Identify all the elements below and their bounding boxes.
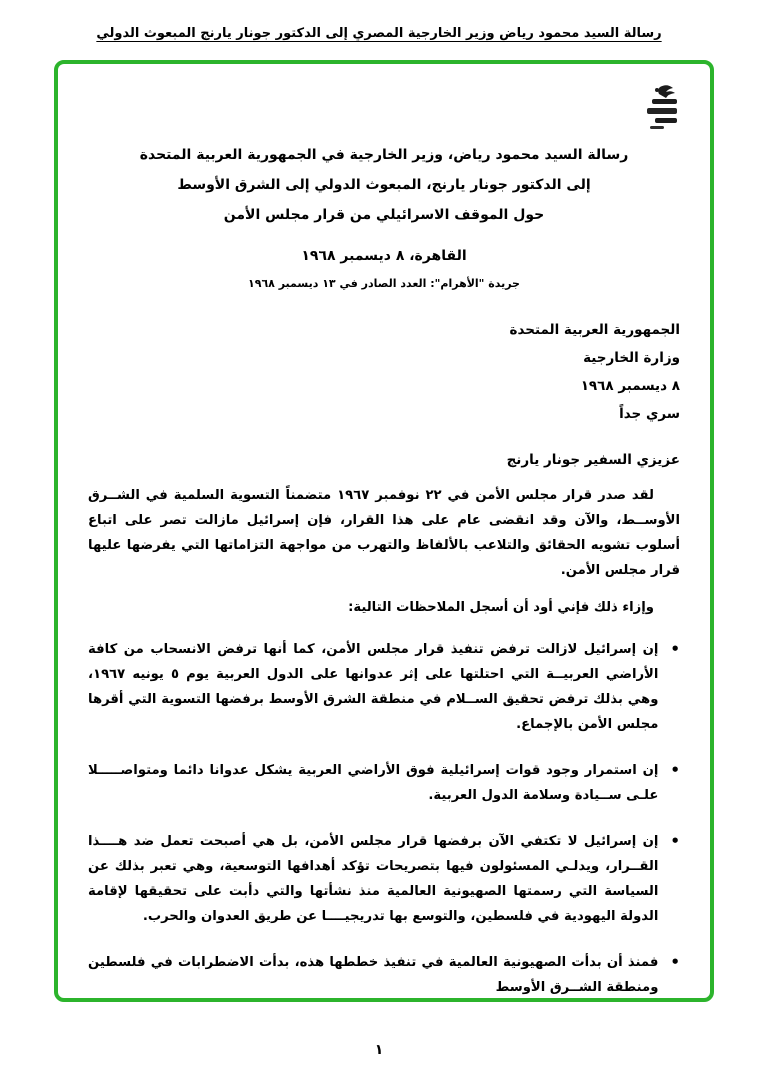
bullet-item	[88, 950, 680, 1000]
letterhead-block	[88, 316, 680, 428]
document-content	[58, 64, 710, 1000]
emblem-row	[88, 78, 680, 138]
bullet-marker-icon: •	[670, 761, 680, 779]
letterhead-line-country: الجمهورية العربية المتحدة	[509, 322, 680, 338]
bullet-item	[88, 829, 680, 929]
title-line-3: حول الموقف الاسرائيلي من قرار مجلس الأمن	[223, 207, 545, 223]
bullet-text: فمنذ أن بدأت الصهيونية العالمية في تنفيذ خططها هذه، بدأت الاضطرابات في فلسطين ومنطقة الشــرق الأوسط	[88, 955, 659, 995]
document-title	[88, 140, 680, 230]
source-line: جريدة "الأهرام": العدد الصادر في ١٣ ديسمبر ١٩٦٨	[248, 277, 520, 290]
title-line-2: إلى الدكتور جونار يارنج، المبعوث الدولي إلى الشرق الأوسط	[177, 177, 591, 193]
title-line-1: رسالة السيد محمود رياض، وزير الخارجية في الجمهورية العربية المتحدة	[139, 147, 629, 163]
salutation: عزيزي السفير جونار يارنج	[506, 452, 680, 468]
page-number: ١	[374, 1042, 384, 1058]
bullet-marker-icon: •	[670, 640, 680, 658]
letterhead-line-date: ٨ ديسمبر ١٩٦٨	[580, 378, 680, 394]
note-line: وإزاء ذلك فإني أود أن أسجل الملاحظات التالية:	[348, 600, 654, 615]
bullet-text: إن استمرار وجود قوات إسرائيلية فوق الأراضي العربية يشكل عدوانا دائما ومتواصـــــلا علـى ســيادة وسلامة الدول العربية.	[88, 763, 659, 803]
letterhead-line-ministry: وزارة الخارجية	[583, 350, 680, 366]
bullet-marker-icon: •	[670, 832, 680, 850]
bullet-list	[88, 637, 680, 1000]
letterhead-emblem-icon	[630, 84, 680, 132]
page-header-title-text: رسالة السيد محمود رياض وزير الخارجية المصري إلى الدكتور جونار يارنج المبعوث الدولي	[96, 26, 662, 41]
bullet-item	[88, 758, 680, 808]
document-frame	[54, 60, 714, 1002]
bullet-text: إن إسرائيل لا تكتفي الآن برفضها قرار مجلس الأمن، بل هي أصبحت تعمل ضد هــــذا القــرار، ويدلـي المسئولون فيها بتصريحات تؤكد أهدافها التوسعية، وهي تعبر بذلك عن السياسة التي رسمتها الصهيونية العالمية منذ نشأتها والتي دأبت على تحقيقها لإقامة الدولة اليهودية في فلسطين، والتوسع بها تدريجيــــا عن طريق العدوان والحرب.	[88, 834, 659, 924]
opening-paragraph: لقد صدر قرار مجلس الأمن في ٢٢ نوفمبر ١٩٦٧ متضمناً التسوية السلمية في الشــرق الأوســط، والآن وقد انقضى عام على هذا القرار، فإن إسرائيل مازالت تصر على اتباع أسلوب تشويه الحقائق والتلاعب بالألفاظ والتهرب من مواجهة التزاماتها التي يفرضها عليها قرار مجلس الأمن.	[88, 488, 680, 578]
date-line: القاهرة، ٨ ديسمبر ١٩٦٨	[301, 248, 467, 264]
letterhead-line-classification: سري جداً	[619, 406, 680, 422]
page-header-title	[0, 26, 758, 41]
bullet-item	[88, 637, 680, 737]
bullet-marker-icon: •	[670, 953, 680, 971]
bullet-text: إن إسرائيل لازالت ترفض تنفيذ قرار مجلس الأمن، كما أنها ترفض الانسحاب من كافة الأراضي العربيــة التي احتلتها على إثر عدوانها على الدول العربية يوم ٥ يونيه ١٩٦٧، وهي بذلك ترفض تحقيق الســلام في منطقة الشرق الأوسط برفضها التسوية التي أقرها مجلس الأمن بالإجماع.	[88, 642, 659, 732]
